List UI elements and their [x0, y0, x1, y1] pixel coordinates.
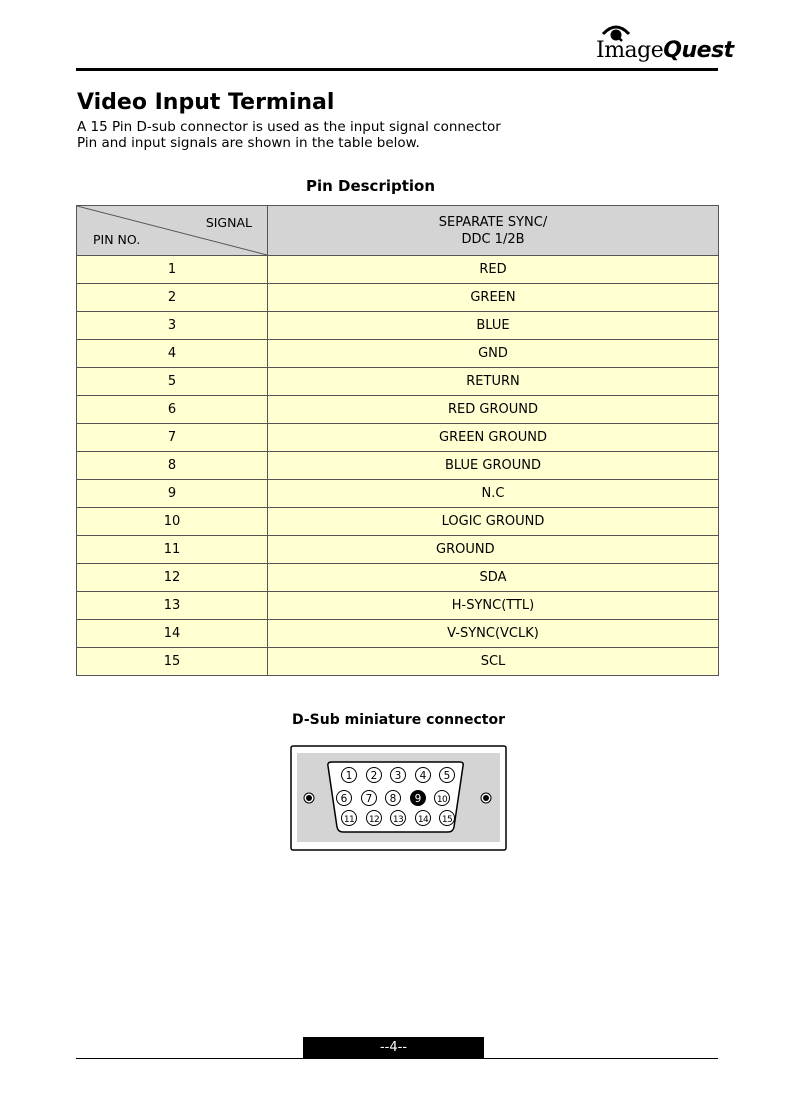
mount-hole-right [481, 793, 491, 803]
connector-pin-label: 6 [340, 792, 348, 805]
signal-cell: GREEN GROUND [268, 424, 719, 452]
connector-pin-label: 10 [436, 794, 448, 805]
pin-number-cell: 9 [77, 480, 268, 508]
signal-cell: RED [268, 256, 719, 284]
table-row [77, 424, 719, 452]
table-row [77, 564, 719, 592]
signal-cell: GREEN [268, 284, 719, 312]
pin-table-title: Pin Description [305, 177, 436, 195]
header-signal-label: SIGNAL [205, 215, 252, 230]
dsub-connector-diagram [290, 745, 507, 851]
table-row [77, 340, 719, 368]
table-row [77, 396, 719, 424]
connector-pin-label: 1 [345, 769, 353, 782]
table-header-row [77, 206, 719, 256]
connector-pin-label: 4 [419, 769, 427, 782]
table-row [77, 452, 719, 480]
signal-cell: GND [268, 340, 719, 368]
intro-line-2: Pin and input signals are shown in the table below. [77, 134, 420, 151]
connector-pin-label: 11 [343, 814, 355, 825]
table-row [77, 592, 719, 620]
connector-pin-label: 9 [414, 792, 422, 805]
header-rule [76, 68, 718, 71]
pin-number-cell: 13 [77, 592, 268, 620]
header-col2-line-1: SEPARATE SYNC/ [438, 214, 548, 230]
signal-cell: RED GROUND [268, 396, 719, 424]
signal-cell: V-SYNC(VCLK) [268, 620, 719, 648]
pin-number-cell: 2 [77, 284, 268, 312]
table-row [77, 284, 719, 312]
mount-hole-left [304, 793, 314, 803]
diagonal-header-cell [77, 206, 268, 256]
connector-pin-label: 5 [443, 769, 451, 782]
table-row [77, 256, 719, 284]
signal-cell: RETURN [268, 368, 719, 396]
connector-pin-label: 7 [365, 792, 373, 805]
pin-number-cell: 12 [77, 564, 268, 592]
pin-description-table [76, 205, 719, 676]
table-row [77, 648, 719, 676]
pin-number-cell: 6 [77, 396, 268, 424]
connector-pin-label: 12 [368, 814, 380, 825]
pin-number-cell: 11 [77, 536, 268, 564]
connector-pin-label: 13 [392, 814, 404, 825]
signal-cell: BLUE [268, 312, 719, 340]
pin-number-cell: 1 [77, 256, 268, 284]
signal-cell: BLUE GROUND [268, 452, 719, 480]
header-diagonal-line [77, 206, 267, 255]
signal-cell: H-SYNC(TTL) [268, 592, 719, 620]
table-row [77, 620, 719, 648]
intro-text [77, 120, 501, 151]
table-row [77, 508, 719, 536]
connector-pin-label: 8 [389, 792, 397, 805]
connector-pin-label: 15 [441, 814, 453, 825]
table-row [77, 480, 719, 508]
pin-number-cell: 14 [77, 620, 268, 648]
pin-number-cell: 3 [77, 312, 268, 340]
pin-number-cell: 7 [77, 424, 268, 452]
page-number: --4-- [303, 1037, 484, 1059]
signal-cell: SCL [268, 648, 719, 676]
signal-cell: LOGIC GROUND [268, 508, 719, 536]
logo-text-quest: Quest [663, 38, 734, 63]
table-row [77, 312, 719, 340]
page-title: Video Input Terminal [77, 90, 335, 115]
connector-title: D-Sub miniature connector [291, 712, 506, 728]
pin-number-cell: 8 [77, 452, 268, 480]
table-row [77, 536, 719, 564]
signal-cell: N.C [268, 480, 719, 508]
connector-pin-label: 3 [394, 769, 402, 782]
table-row [77, 368, 719, 396]
signal-cell: SDA [268, 564, 719, 592]
intro-line-1: A 15 Pin D-sub connector is used as the input signal connector [77, 119, 501, 135]
pin-number-cell: 5 [77, 368, 268, 396]
logo-text-image: Image [596, 38, 664, 63]
pin-number-cell: 10 [77, 508, 268, 536]
signal-cell: GROUND [268, 536, 719, 564]
pin-number-cell: 4 [77, 340, 268, 368]
connector-pin-label: 14 [417, 814, 429, 825]
imagequest-logo [596, 22, 734, 66]
header-separate-sync [268, 206, 719, 256]
header-pin-no-label: PIN NO. [93, 232, 141, 247]
logo-text [596, 38, 734, 64]
connector-pin-label: 2 [370, 769, 378, 782]
header-col2-line-2: DDC 1/2B [461, 231, 525, 247]
pin-number-cell: 15 [77, 648, 268, 676]
